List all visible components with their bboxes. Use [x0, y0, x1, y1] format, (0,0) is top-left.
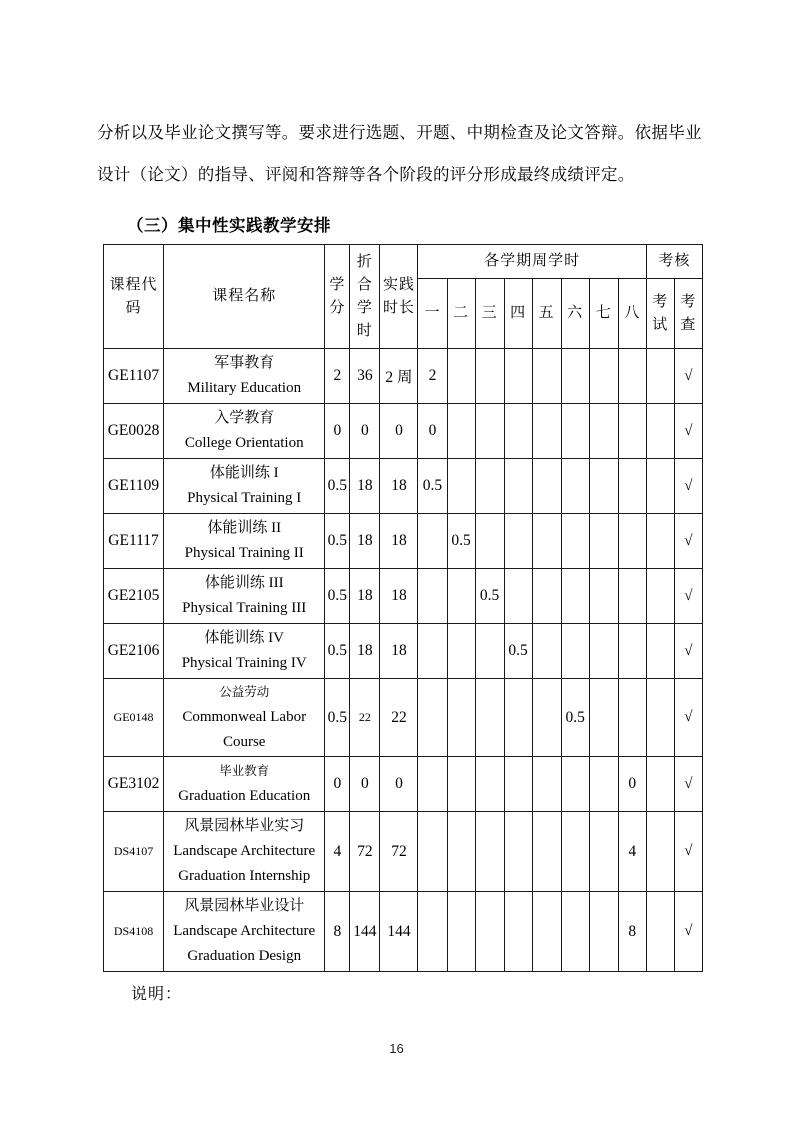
- table-body: [104, 349, 703, 972]
- exam-mark-cell: [646, 679, 674, 757]
- course-name-cn: 体能训练 IV: [204, 630, 284, 646]
- converted-hours-cell: 18: [350, 514, 380, 569]
- semester-7-hours-cell: [589, 459, 618, 514]
- course-name-cell: [164, 514, 325, 569]
- col-header-semester-3: 三: [475, 279, 504, 349]
- semester-4-hours-cell: 0.5: [504, 624, 532, 679]
- col-header-semester-2: 二: [447, 279, 475, 349]
- course-code-cell: DS4108: [104, 892, 164, 972]
- converted-hours-cell: 144: [350, 892, 380, 972]
- course-name-en: Physical Training IV: [181, 655, 307, 671]
- practice-duration-cell: 18: [380, 624, 418, 679]
- semester-5-hours-cell: [532, 892, 561, 972]
- review-mark-cell: √: [674, 349, 702, 404]
- semester-5-hours-cell: [532, 569, 561, 624]
- semester-8-hours-cell: [618, 459, 646, 514]
- practice-teaching-table: [103, 244, 703, 972]
- review-mark-cell: √: [674, 812, 702, 892]
- course-code-cell: GE1117: [104, 514, 164, 569]
- course-code-cell: GE0028: [104, 404, 164, 459]
- semester-2-hours-cell: 0.5: [447, 514, 475, 569]
- credits-cell: 0: [325, 757, 350, 812]
- semester-6-hours-cell: [561, 459, 589, 514]
- course-row-GE2105: [104, 569, 703, 624]
- semester-5-hours-cell: [532, 459, 561, 514]
- col-header-exam: 考试: [646, 279, 674, 349]
- semester-4-hours-cell: [504, 514, 532, 569]
- practice-duration-cell: 2 周: [380, 349, 418, 404]
- practice-duration-cell: 144: [380, 892, 418, 972]
- course-row-GE0148: [104, 679, 703, 757]
- col-header-review: 考查: [674, 279, 702, 349]
- course-name-en: Physical Training III: [182, 600, 307, 616]
- semester-5-hours-cell: [532, 679, 561, 757]
- semester-8-hours-cell: 0: [618, 757, 646, 812]
- page-number: 16: [389, 1041, 404, 1056]
- semester-7-hours-cell: [589, 892, 618, 972]
- semester-6-hours-cell: [561, 404, 589, 459]
- semester-7-hours-cell: [589, 514, 618, 569]
- converted-hours-cell: 18: [350, 459, 380, 514]
- col-header-semester-4: 四: [504, 279, 532, 349]
- course-name-cn: 体能训练 II: [207, 520, 282, 536]
- review-mark-cell: √: [674, 679, 702, 757]
- semester-1-hours-cell: 0.5: [418, 459, 447, 514]
- practice-duration-cell: 18: [380, 569, 418, 624]
- converted-hours-cell: 0: [350, 404, 380, 459]
- course-row-DS4108: [104, 892, 703, 972]
- semester-6-hours-cell: [561, 892, 589, 972]
- review-mark-cell: √: [674, 892, 702, 972]
- course-name-cn: 风景园林毕业设计: [184, 898, 305, 914]
- col-header-converted-hours: 折合学时: [350, 245, 380, 349]
- semester-1-hours-cell: [418, 892, 447, 972]
- exam-mark-cell: [646, 349, 674, 404]
- semester-2-hours-cell: [447, 679, 475, 757]
- semester-1-hours-cell: [418, 757, 447, 812]
- col-group-weekly-hours: 各学期周学时: [418, 245, 646, 279]
- semester-4-hours-cell: [504, 679, 532, 757]
- credits-cell: 0.5: [325, 624, 350, 679]
- semester-8-hours-cell: 4: [618, 812, 646, 892]
- col-header-semester-1: 一: [418, 279, 447, 349]
- semester-6-hours-cell: [561, 757, 589, 812]
- practice-duration-cell: 72: [380, 812, 418, 892]
- course-name-cn: 公益劳动: [219, 685, 270, 699]
- semester-8-hours-cell: 8: [618, 892, 646, 972]
- semester-5-hours-cell: [532, 757, 561, 812]
- course-row-GE3102: [104, 757, 703, 812]
- exam-mark-cell: [646, 404, 674, 459]
- semester-8-hours-cell: [618, 679, 646, 757]
- converted-hours-cell: 0: [350, 757, 380, 812]
- converted-hours-cell: 36: [350, 349, 380, 404]
- course-name-en: Commonweal Labor Course: [182, 709, 307, 750]
- semester-8-hours-cell: [618, 514, 646, 569]
- semester-4-hours-cell: [504, 892, 532, 972]
- course-code-cell: GE0148: [104, 679, 164, 757]
- course-name-cn: 体能训练 I: [209, 465, 279, 481]
- col-header-practice-duration: 实践时长: [380, 245, 418, 349]
- semester-6-hours-cell: [561, 569, 589, 624]
- course-row-DS4107: [104, 812, 703, 892]
- course-name-cn: 风景园林毕业实习: [184, 818, 305, 834]
- course-name-cn: 入学教育: [214, 410, 275, 426]
- col-header-course-code: 课程代码: [104, 245, 164, 349]
- course-code-cell: GE2105: [104, 569, 164, 624]
- semester-2-hours-cell: [447, 757, 475, 812]
- col-header-semester-5: 五: [532, 279, 561, 349]
- credits-cell: 8: [325, 892, 350, 972]
- semester-8-hours-cell: [618, 569, 646, 624]
- semester-1-hours-cell: 2: [418, 349, 447, 404]
- semester-4-hours-cell: [504, 459, 532, 514]
- review-mark-cell: √: [674, 514, 702, 569]
- semester-6-hours-cell: [561, 349, 589, 404]
- semester-3-hours-cell: [475, 624, 504, 679]
- course-name-en: Landscape Architecture Graduation Internship: [173, 843, 316, 884]
- semester-1-hours-cell: 0: [418, 404, 447, 459]
- course-name-cell: [164, 812, 325, 892]
- note-label: 说明：: [131, 986, 183, 1003]
- course-name-cell: [164, 404, 325, 459]
- section-heading: （三）集中性实践教学安排: [127, 216, 331, 235]
- semester-3-hours-cell: [475, 812, 504, 892]
- credits-cell: 0.5: [325, 459, 350, 514]
- practice-duration-cell: 18: [380, 514, 418, 569]
- semester-3-hours-cell: 0.5: [475, 569, 504, 624]
- col-group-assessment: 考核: [646, 245, 702, 279]
- semester-2-hours-cell: [447, 404, 475, 459]
- course-row-GE0028: [104, 404, 703, 459]
- col-header-semester-8: 八: [618, 279, 646, 349]
- course-name-cell: [164, 569, 325, 624]
- credits-cell: 0.5: [325, 679, 350, 757]
- semester-7-hours-cell: [589, 569, 618, 624]
- semester-3-hours-cell: [475, 349, 504, 404]
- semester-3-hours-cell: [475, 404, 504, 459]
- course-name-en: Military Education: [187, 380, 302, 396]
- course-name-cell: [164, 459, 325, 514]
- col-header-course-name: 课程名称: [164, 245, 325, 349]
- semester-5-hours-cell: [532, 812, 561, 892]
- semester-7-hours-cell: [589, 349, 618, 404]
- semester-8-hours-cell: [618, 349, 646, 404]
- semester-8-hours-cell: [618, 624, 646, 679]
- semester-1-hours-cell: [418, 514, 447, 569]
- practice-duration-cell: 18: [380, 459, 418, 514]
- credits-cell: 4: [325, 812, 350, 892]
- course-row-GE2106: [104, 624, 703, 679]
- review-mark-cell: √: [674, 459, 702, 514]
- exam-mark-cell: [646, 569, 674, 624]
- semester-7-hours-cell: [589, 812, 618, 892]
- course-name-en: Graduation Education: [178, 788, 311, 804]
- exam-mark-cell: [646, 624, 674, 679]
- semester-3-hours-cell: [475, 757, 504, 812]
- semester-7-hours-cell: [589, 624, 618, 679]
- semester-8-hours-cell: [618, 404, 646, 459]
- course-row-GE1117: [104, 514, 703, 569]
- exam-mark-cell: [646, 514, 674, 569]
- col-header-semester-7: 七: [589, 279, 618, 349]
- course-name-cell: [164, 624, 325, 679]
- semester-3-hours-cell: [475, 459, 504, 514]
- col-header-credits: 学分: [325, 245, 350, 349]
- practice-duration-cell: 0: [380, 757, 418, 812]
- semester-5-hours-cell: [532, 514, 561, 569]
- converted-hours-cell: 18: [350, 569, 380, 624]
- course-code-cell: GE1107: [104, 349, 164, 404]
- review-mark-cell: √: [674, 757, 702, 812]
- semester-2-hours-cell: [447, 349, 475, 404]
- practice-table-wrap: [103, 244, 703, 972]
- semester-2-hours-cell: [447, 459, 475, 514]
- course-name-en: Physical Training I: [187, 490, 302, 506]
- exam-mark-cell: [646, 812, 674, 892]
- review-mark-cell: √: [674, 624, 702, 679]
- course-code-cell: DS4107: [104, 812, 164, 892]
- review-mark-cell: √: [674, 569, 702, 624]
- semester-3-hours-cell: [475, 892, 504, 972]
- course-row-GE1107: [104, 349, 703, 404]
- course-name-en: College Orientation: [184, 435, 304, 451]
- semester-7-hours-cell: [589, 757, 618, 812]
- course-name-en: Landscape Architecture Graduation Design: [173, 923, 316, 964]
- semester-1-hours-cell: [418, 812, 447, 892]
- semester-5-hours-cell: [532, 624, 561, 679]
- course-name-cell: [164, 892, 325, 972]
- course-name-cn: 军事教育: [214, 355, 275, 371]
- semester-5-hours-cell: [532, 404, 561, 459]
- semester-4-hours-cell: [504, 569, 532, 624]
- converted-hours-cell: 22: [350, 679, 380, 757]
- exam-mark-cell: [646, 757, 674, 812]
- credits-cell: 0.5: [325, 569, 350, 624]
- credits-cell: 0.5: [325, 514, 350, 569]
- practice-duration-cell: 0: [380, 404, 418, 459]
- semester-2-hours-cell: [447, 569, 475, 624]
- semester-1-hours-cell: [418, 569, 447, 624]
- semester-5-hours-cell: [532, 349, 561, 404]
- converted-hours-cell: 18: [350, 624, 380, 679]
- credits-cell: 0: [325, 404, 350, 459]
- course-name-cn: 毕业教育: [219, 764, 270, 778]
- review-mark-cell: √: [674, 404, 702, 459]
- semester-7-hours-cell: [589, 404, 618, 459]
- semester-1-hours-cell: [418, 624, 447, 679]
- course-name-cell: [164, 757, 325, 812]
- semester-6-hours-cell: 0.5: [561, 679, 589, 757]
- course-row-GE1109: [104, 459, 703, 514]
- semester-4-hours-cell: [504, 349, 532, 404]
- course-code-cell: GE3102: [104, 757, 164, 812]
- semester-1-hours-cell: [418, 679, 447, 757]
- semester-7-hours-cell: [589, 679, 618, 757]
- semester-2-hours-cell: [447, 892, 475, 972]
- semester-6-hours-cell: [561, 624, 589, 679]
- course-name-cell: [164, 679, 325, 757]
- course-code-cell: GE1109: [104, 459, 164, 514]
- semester-2-hours-cell: [447, 624, 475, 679]
- course-name-en: Physical Training II: [184, 545, 304, 561]
- exam-mark-cell: [646, 892, 674, 972]
- credits-cell: 2: [325, 349, 350, 404]
- paragraph-line-1: 分析以及毕业论文撰写等。要求进行选题、开题、中期检查及论文答辩。依据毕业: [97, 123, 702, 142]
- converted-hours-cell: 72: [350, 812, 380, 892]
- course-code-cell: GE2106: [104, 624, 164, 679]
- semester-6-hours-cell: [561, 514, 589, 569]
- course-name-cell: [164, 349, 325, 404]
- col-header-semester-6: 六: [561, 279, 589, 349]
- paragraph-line-2: 设计（论文）的指导、评阅和答辩等各个阶段的评分形成最终成绩评定。: [97, 165, 635, 184]
- semester-3-hours-cell: [475, 679, 504, 757]
- exam-mark-cell: [646, 459, 674, 514]
- semester-6-hours-cell: [561, 812, 589, 892]
- semester-2-hours-cell: [447, 812, 475, 892]
- semester-4-hours-cell: [504, 404, 532, 459]
- practice-duration-cell: 22: [380, 679, 418, 757]
- semester-4-hours-cell: [504, 757, 532, 812]
- semester-3-hours-cell: [475, 514, 504, 569]
- body-paragraph: [97, 112, 711, 196]
- semester-4-hours-cell: [504, 812, 532, 892]
- header-row-groups: [104, 245, 703, 279]
- table-header: [104, 245, 703, 349]
- course-name-cn: 体能训练 III: [204, 575, 284, 591]
